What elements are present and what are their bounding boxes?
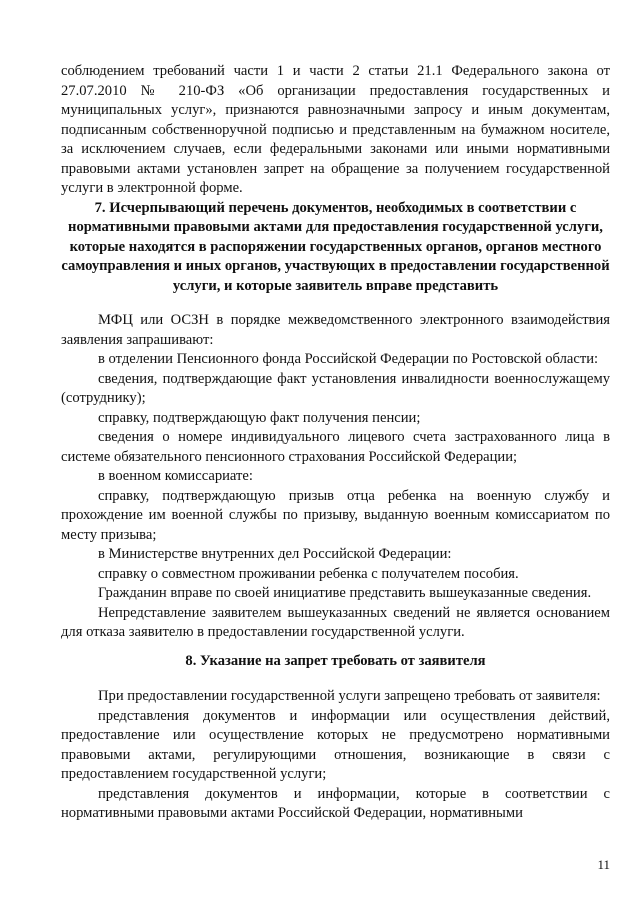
top-paragraph-block bbox=[61, 62, 610, 199]
section-7-paragraph: в военном комиссариате: bbox=[98, 468, 253, 484]
section-7-paragraph: в отделении Пенсионного фонда Российской Федерации по Ростовской области: bbox=[98, 351, 599, 367]
section-7-paragraph: сведения, подтверждающие факт установления инвалидности военнослужащему (сотруднику); bbox=[61, 370, 610, 406]
section-7-paragraph: Гражданин вправе по своей инициативе представить вышеуказанные сведения. bbox=[98, 585, 592, 601]
section-7-body bbox=[61, 311, 610, 643]
section-8-paragraph: представления документов и информации, которые в соответствии с нормативными правовыми актами Российской Федерации, нормативными bbox=[61, 785, 610, 821]
page-number: 11 bbox=[597, 857, 610, 872]
section-8-heading-block bbox=[61, 652, 610, 671]
section-7-paragraph: Непредставление заявителем вышеуказанных сведений не является основанием для отказа заявителю в предоставлении государственной услуги. bbox=[61, 604, 610, 640]
continuation-paragraph: соблюдением требований части 1 и части 2 статьи 21.1 Федерального закона от 27.07.2010 № 210-ФЗ «Об организации предоставления государственных и муниципальных услуг», признаются равнозначными запросу и иным документам, подписанным собственноручной подписью и представленным на бумажном носителе, за исключением случаев, если федеральными законами или иными нормативными правовыми актами установлен запрет на обращение за получением государственной услуги в электронной форме. bbox=[61, 63, 610, 196]
section-7-heading: 7. Исчерпывающий перечень документов, необходимых в соответствии с нормативными правовыми актами для предоставления государственной услуги, которые находятся в распоряжении государственных органов, органов местного самоуправления и иных органов, участвующих в предоставлении государственной услуги, и которые заявитель вправе представить bbox=[61, 200, 610, 294]
section-7-paragraph: МФЦ или ОСЗН в порядке межведомственного электронного взаимодействия заявления запрашивают: bbox=[61, 312, 610, 348]
section-8-paragraph: При предоставлении государственной услуги запрещено требовать от заявителя: bbox=[98, 688, 601, 704]
section-8-paragraph: представления документов и информации или осуществления действий, предоставление или осуществление которых не предусмотрено нормативными правовыми актами, регулирующими отношения, возникающие в связи с предоставлением государственной услуги; bbox=[61, 707, 610, 782]
section-8-heading: 8. Указание на запрет требовать от заявителя bbox=[185, 653, 486, 669]
section-7-paragraph: справку, подтверждающую призыв отца ребенка на военную службу и прохождение им военной службы по призыву, выданную военным комиссариатом по месту призыва; bbox=[61, 487, 610, 543]
section-8-body bbox=[61, 687, 610, 824]
section-7-paragraph: справку, подтверждающую факт получения пенсии; bbox=[98, 409, 421, 426]
section-7-paragraph: в Министерстве внутренних дел Российской Федерации: bbox=[98, 546, 452, 562]
section-7-paragraph: справку о совместном проживании ребенка с получателем пособия. bbox=[98, 565, 519, 582]
section-7-heading-block bbox=[61, 199, 610, 296]
section-7-paragraph: сведения о номере индивидуального лицевого счета застрахованного лица в системе обязательного пенсионного страхования Российской Федерации; bbox=[61, 429, 610, 465]
